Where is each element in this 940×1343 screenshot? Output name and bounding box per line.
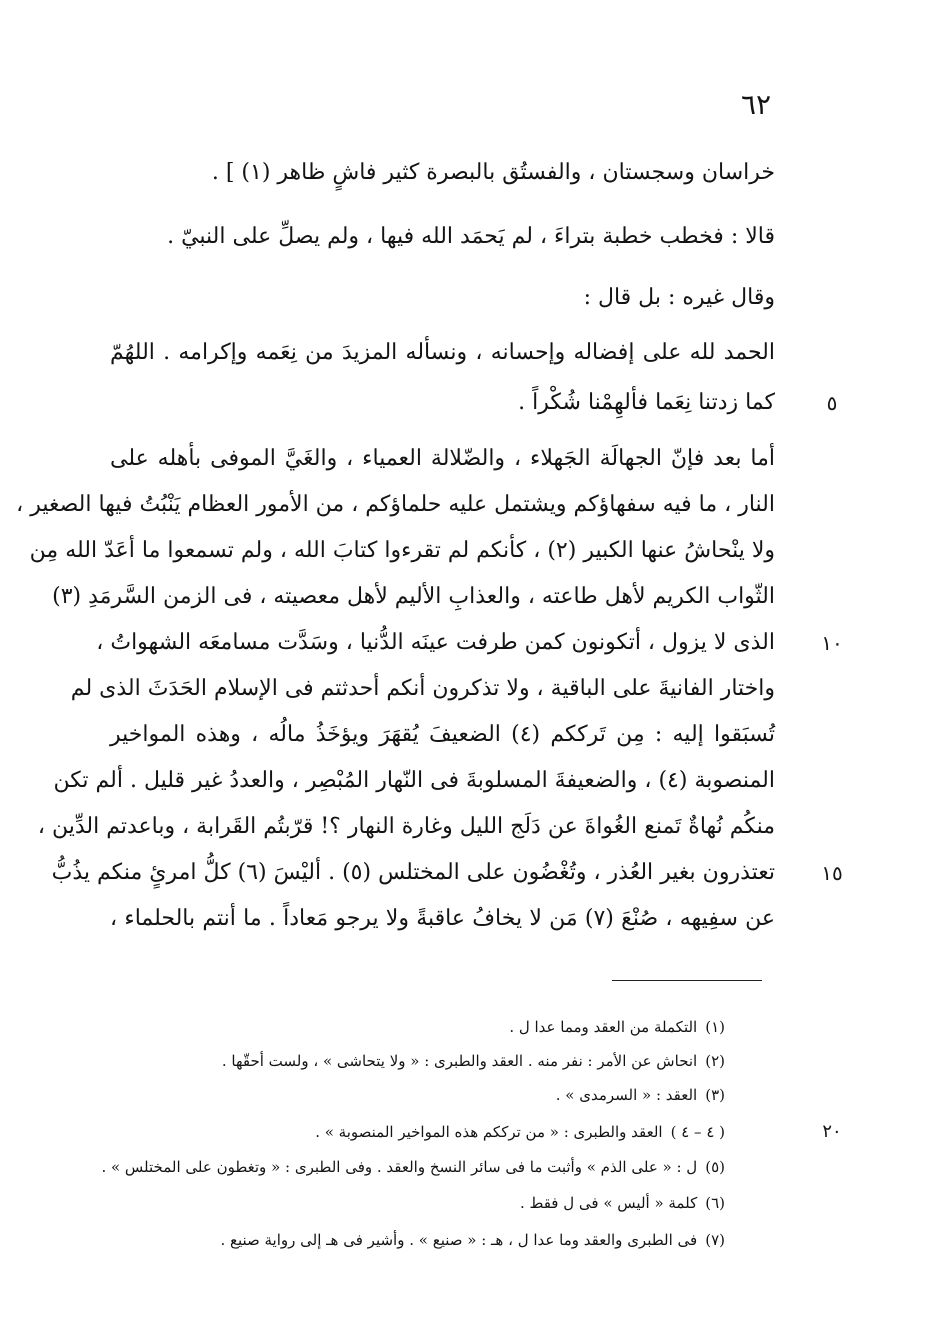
line-number: ٢٠ [822, 1121, 842, 1142]
text-line: الذى لا يزول ، أتكونون كمن طرفت عينَه الدُّنيا ، وسَدَّت مسامعَه الشهواتُ ، [96, 630, 775, 655]
text-line: ولا ينْحاشُ عنها الكبير (٢) ، كأنكم لم تقرءوا كتابَ الله ، ولم تسمعوا ما أعَدّ الله مِن [29, 538, 775, 563]
footnote [45, 1223, 725, 1257]
text-line: كما زدتنا نِعَما فألهِمْنا شُكْراً . [518, 390, 775, 415]
text-line: خراسان وسجستان ، والفستُق بالبصرة كثير فاشٍ ظاهر (١) ] . [211, 160, 775, 185]
footnote [45, 1150, 725, 1184]
text-line: أما بعد فإنّ الجهالَة الجَهلاء ، والضّلالة العمياء ، والغَيَّ الموفى بأهله على [110, 446, 775, 471]
footnote-text: كلمة « أليس » فى ل فقط . [519, 1194, 698, 1212]
footnote-number: ( ٤ – ٤ ) [670, 1123, 725, 1141]
footnote-divider [612, 980, 762, 981]
page-number: ٦٢ [740, 88, 772, 121]
footnote [45, 1186, 725, 1220]
footnote [45, 1078, 725, 1112]
text-line: منكُم نُهاةٌ تَمنع الغُواةَ عن دَلَج الليل وغارة النهار ؟! قرّبتُم القَرابة ، وباعدتم الدِّين ، [37, 814, 775, 839]
footnote [45, 1044, 725, 1078]
footnote-number: (٥) [705, 1158, 725, 1176]
line-number: ١٠ [821, 631, 843, 655]
text-line: المنصوبة (٤) ، والضعيفةَ المسلوبةَ فى النّهار المُبْصِر ، والعددُ غير قليل . ألم تكن [53, 768, 775, 793]
footnote-text: انحاش عن الأمر : نفر منه . العقد والطبرى : « ولا يتحاشى » ، ولست أحقّها . [221, 1052, 698, 1070]
text-line: عن سفِيهه ، صُنْعَ (٧) مَن لا يخافُ عاقبةً ولا يرجو مَعاداً . ما أنتم بالحلماء ، [110, 906, 775, 931]
footnote [45, 1115, 725, 1149]
footnote-text: التكملة من العقد ومما عدا ل . [509, 1018, 698, 1036]
footnote-number: (١) [705, 1018, 725, 1036]
footnote-number: (٢) [705, 1052, 725, 1070]
text-line: وقال غيره : بل قال : [583, 285, 775, 310]
footnote [45, 1010, 725, 1044]
text-line: النار ، ما فيه سفهاؤكم ويشتمل عليه حلماؤكم ، من الأمور العظام يَنْبُتُ فيها الصغير ، [16, 492, 775, 517]
footnote-text: فى الطبرى والعقد وما عدا ل ، هـ : « صنيع » . وأشير فى هـ إلى رواية صنيع . [220, 1231, 698, 1249]
footnote-text: ل : « على الذم » وأثبت ما فى سائر النسخ والعقد . وفى الطبرى : « وتغطون على المختلس » . [101, 1158, 698, 1176]
text-line: تُسبَقوا إليه : مِن تَرككم (٤) الضعيفَ يُقهَرَ ويؤخَذُ مالُه ، وهذه المواخير [110, 722, 775, 747]
footnote-number: (٦) [705, 1194, 725, 1212]
footnote-text: العقد والطبرى : « من ترككم هذه المواخير المنصوبة » . [315, 1123, 663, 1141]
text-line: واختار الفانيةَ على الباقية ، ولا تذكرون أنكم أحدثتم فى الإسلام الحَدَثَ الذى لم [70, 676, 775, 701]
text-line: الثّواب الكريم لأهل طاعته ، والعذابِ الأليم لأهل معصيته ، فى الزمن السَّرمَدِ (٣) [52, 584, 775, 609]
text-line: قالا : فخطب خطبة بتراءَ ، لم يَحمَد الله فيها ، ولم يصلِّ على النبيّ . [167, 224, 775, 249]
text-line: تعتذرون بغير العُذر ، وتُغْضُون على المختلس (٥) . أليْسَ (٦) كلُّ امرئٍ منكم يذُبُّ [51, 860, 775, 885]
line-number: ١٥ [821, 861, 843, 885]
footnote-text: العقد : « السرمدى » . [555, 1086, 698, 1104]
text-line: الحمد لله على إفضاله وإحسانه ، ونسأله المزيدَ من نِعَمه وإكرامه . اللهُمّ [110, 340, 775, 365]
footnote-number: (٣) [705, 1086, 725, 1104]
footnote-number: (٧) [705, 1231, 725, 1249]
line-number: ٥ [826, 391, 838, 415]
